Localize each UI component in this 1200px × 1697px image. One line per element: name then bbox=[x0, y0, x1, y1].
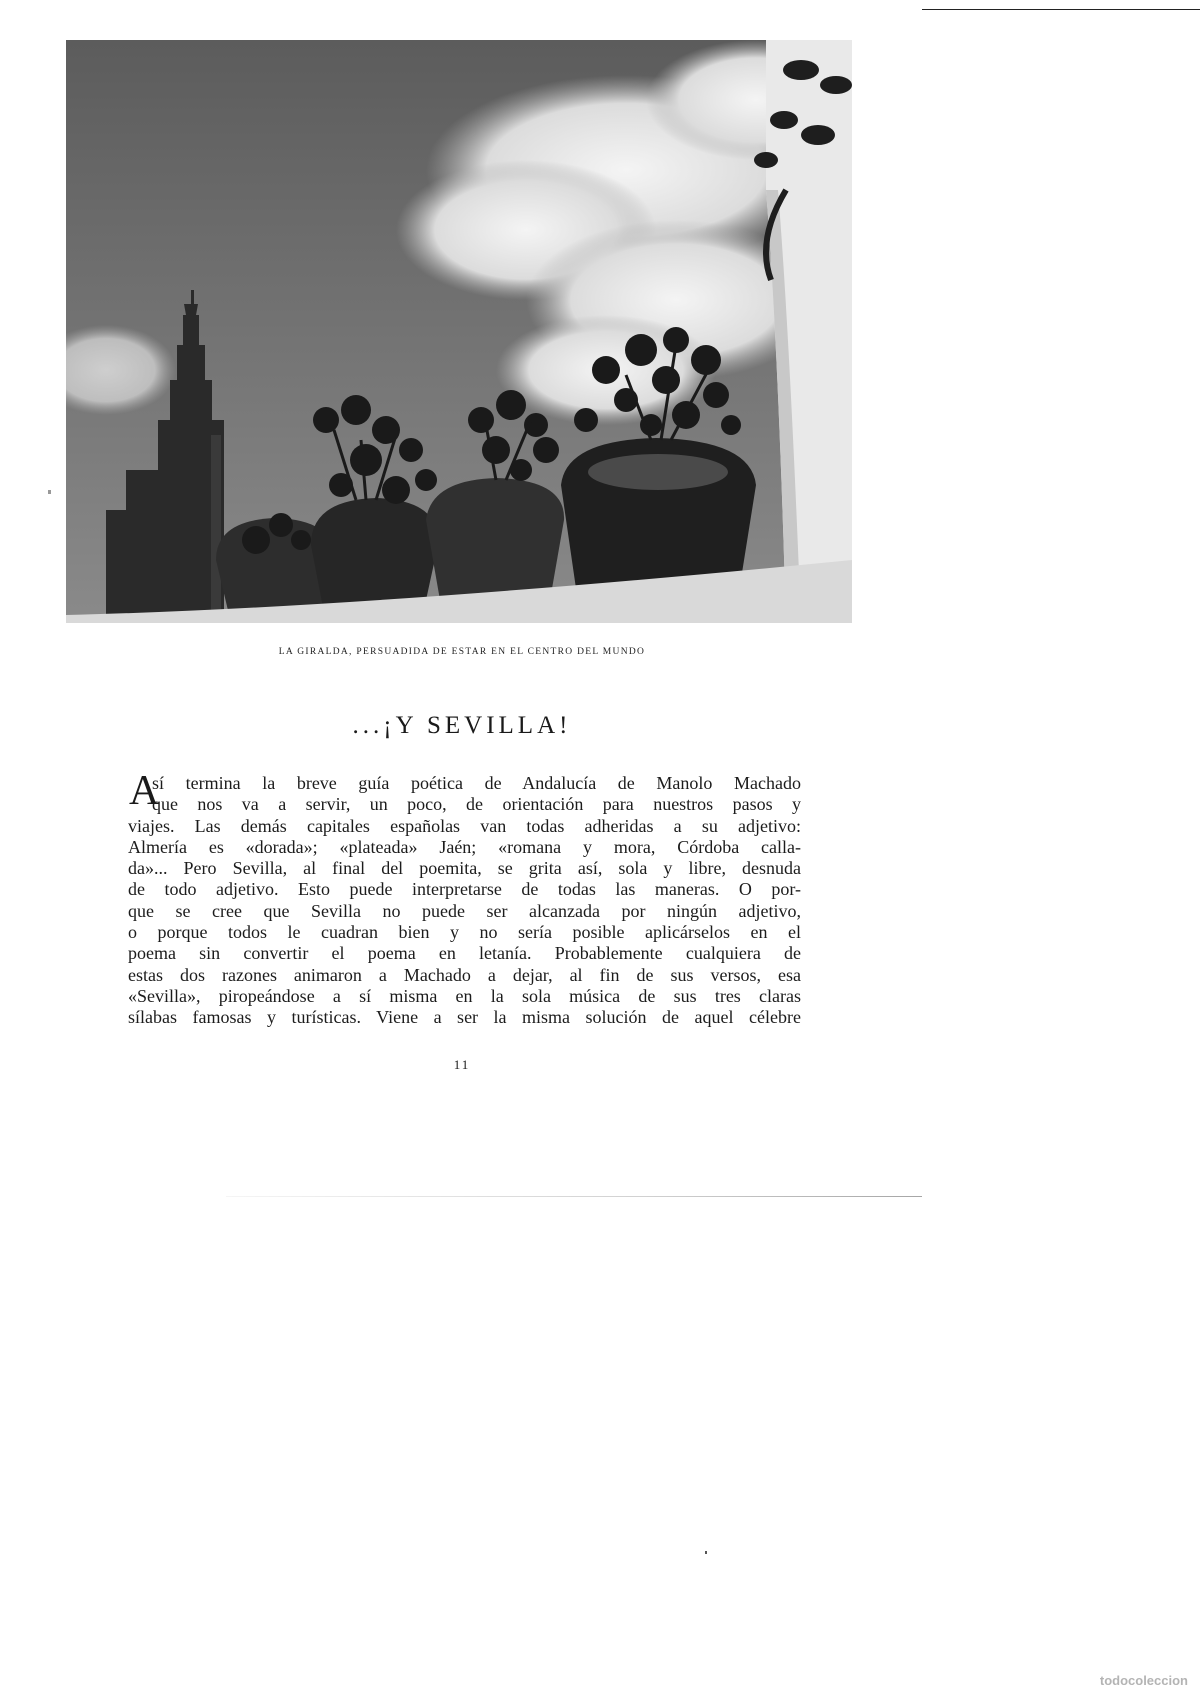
body-line: viajes. Las demás capitales españolas van todas adheridas a su adjetivo: bbox=[128, 815, 801, 836]
watermark: todocoleccion bbox=[1099, 1673, 1188, 1688]
article-body bbox=[128, 773, 801, 1029]
body-line: Almería es «dorada»; «plateada» Jaén; «romana y mora, Córdoba calla- bbox=[128, 836, 801, 857]
body-line: que nos va a servir, un poco, de orientación para nuestros pasos y bbox=[152, 794, 801, 815]
body-line: «Sevilla», piropeándose a sí misma en la sola música de sus tres claras bbox=[128, 985, 801, 1006]
article-heading: ...¡Y SEVILLA! bbox=[352, 712, 572, 739]
body-line: sílabas famosas y turísticas. Viene a ser la misma solución de aquel célebre bbox=[128, 1007, 801, 1028]
top-rule bbox=[922, 9, 1200, 10]
body-line: estas dos razones animaron a Machado a dejar, al fin de sus versos, esa bbox=[128, 964, 801, 985]
print-speck bbox=[48, 490, 51, 494]
body-line: o porque todos le cuadran bien y no sería posible aplicárselos en el bbox=[128, 922, 801, 943]
photo-illustration bbox=[66, 40, 852, 623]
body-line: de todo adjetivo. Esto puede interpretarse de todas las maneras. O por- bbox=[128, 879, 801, 900]
body-line: que se cree que Sevilla no puede ser alcanzada por ningún adjetivo, bbox=[128, 900, 801, 921]
body-line: da»... Pero Sevilla, al final del poemita, se grita así, sola y libre, desnuda bbox=[128, 858, 801, 879]
print-speck bbox=[705, 1551, 707, 1554]
body-line: poema sin convertir el poema en letanía. Probablemente cualquiera de bbox=[128, 943, 801, 964]
drop-cap: A bbox=[129, 768, 160, 814]
body-line: sí termina la breve guía poética de Andalucía de Manolo Machado bbox=[152, 773, 801, 793]
photo-caption: LA GIRALDA, PERSUADIDA DE ESTAR EN EL CENTRO DEL MUNDO bbox=[278, 647, 646, 657]
page-number: 11 bbox=[453, 1057, 471, 1072]
giralda-photo bbox=[66, 40, 852, 623]
bottom-rule bbox=[226, 1196, 922, 1197]
